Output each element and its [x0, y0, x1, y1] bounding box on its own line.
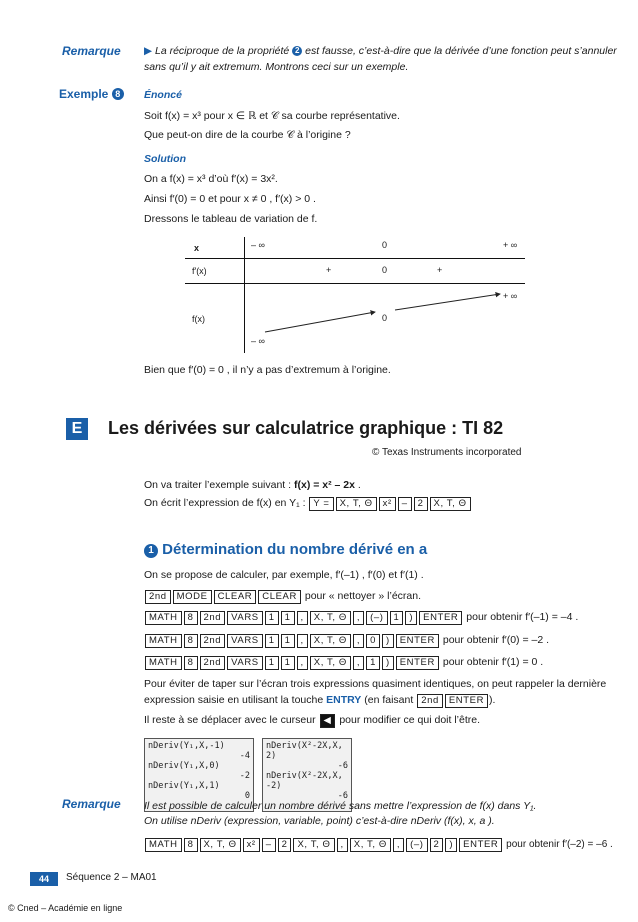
calculator-key: MATH [145, 838, 182, 852]
calculator-key: ) [405, 611, 417, 625]
calculator-key: – [262, 838, 276, 852]
calculator-key: 1 [281, 656, 295, 670]
key-sequence [144, 590, 302, 602]
calculator-key: 8 [184, 634, 198, 648]
intro-line: On écrit l’expression de f(x) en Y₁ : Y = X, T, Θ x² – 2 X, T, Θ [144, 497, 472, 511]
calculator-key: , [353, 634, 364, 648]
calculator-key: 1 [265, 611, 279, 625]
calculator-key: 1 [366, 656, 380, 670]
key-sequence [416, 694, 489, 706]
calculator-key: 1 [390, 611, 404, 625]
calculator-key: X, T, Θ [310, 611, 351, 625]
calculator-key: ENTER [419, 611, 462, 625]
calculator-key: ENTER [445, 694, 488, 708]
section-letter-badge: E [66, 418, 88, 440]
subsection-intro: On se propose de calculer, par exemple, f′(–1) , f′(0) et f′(1) . [144, 569, 424, 581]
solution-line: Ainsi f′(0) = 0 et pour x ≠ 0 , f′(x) > 0 . [144, 193, 316, 205]
calculator-key: ENTER [459, 838, 502, 852]
calculator-key: 8 [184, 611, 198, 625]
calculator-key: CLEAR [258, 590, 301, 604]
calculator-key: x² [243, 838, 260, 852]
calculator-key: 1 [281, 634, 295, 648]
calculator-key: , [393, 838, 404, 852]
screen-line: nDeriv(Y₁,X,-1) [148, 741, 225, 751]
entry-keyword: ENTRY [326, 694, 362, 706]
calculator-key: 1 [265, 634, 279, 648]
table-row-label: x [194, 243, 200, 253]
screen-result: -2 [239, 771, 250, 781]
calculator-key: 2nd [200, 634, 226, 648]
remarque-text: Il est possible de calculer un nombre dérivé sans mettre l’expression de f(x) dans Y₁. [144, 800, 537, 812]
calculator-key: X, T, Θ [310, 656, 351, 670]
calculator-key: (–) [406, 838, 427, 852]
calculator-key: 2 [414, 497, 428, 511]
calculator-key: 8 [184, 656, 198, 670]
sequence-line: MATH 8 2nd VARS 1 1 , X, T, Θ , 0 ) ENTER pour obtenir f′(0) = –2 . [144, 634, 549, 648]
table-cell: 0 [382, 265, 388, 275]
key-sequence [144, 656, 440, 668]
calculator-key: – [398, 497, 412, 511]
paragraph: expression saisie en utilisant la touche ENTRY (en faisant 2nd ENTER ). [144, 694, 496, 706]
property-ref-badge: 2 [292, 46, 302, 56]
remarque-text-2: sans qu’il y ait extremum. Montrons ceci sur un exemple. [144, 61, 409, 73]
calculator-key: MATH [145, 611, 182, 625]
increasing-arrow [265, 312, 375, 332]
calculator-key: (–) [366, 611, 387, 625]
calculator-key: ) [382, 656, 394, 670]
table-cell: – ∞ [251, 336, 265, 346]
calculator-key: MODE [173, 590, 212, 604]
sequence-line: MATH 8 2nd VARS 1 1 , X, T, Θ , (–) 1 ) ENTER pour obtenir f′(–1) = –4 . [144, 611, 578, 625]
table-cell: + ∞ [503, 240, 518, 250]
table-cell: – ∞ [251, 240, 265, 250]
calculator-key: 0 [366, 634, 380, 648]
table-row-label: f′(x) [192, 266, 207, 276]
remarque-label: Remarque [62, 797, 121, 811]
calculator-key: MATH [145, 656, 182, 670]
calculator-key: x² [379, 497, 396, 511]
calculator-key: , [297, 611, 308, 625]
calculator-key: 8 [184, 838, 198, 852]
calculator-key: VARS [227, 656, 263, 670]
calculator-key: 1 [281, 611, 295, 625]
screen-line: 2) [266, 751, 277, 761]
copyright: © Texas Instruments incorporated [372, 447, 522, 458]
subsection-number-badge: 1 [144, 544, 158, 558]
screen-result: -4 [239, 751, 250, 761]
calculator-key: 2nd [200, 656, 226, 670]
enonce-question: Que peut-on dire de la courbe 𝒞 à l’origine ? [144, 129, 351, 141]
calculator-key: , [297, 634, 308, 648]
table-cell: + [437, 265, 443, 275]
remarque-text: ▶ La réciproque de la propriété 2 est fausse, c’est-à-dire que la dérivée d’une fonction peut s’annuler [144, 45, 617, 57]
calculator-key: Y = [309, 497, 333, 511]
calculator-key: X, T, Θ [200, 838, 241, 852]
calculator-key: 2nd [417, 694, 443, 708]
solution-title: Solution [144, 153, 186, 165]
table-divider [185, 258, 525, 259]
calculator-key: ) [382, 634, 394, 648]
calculator-key: 1 [265, 656, 279, 670]
calculator-key: CLEAR [214, 590, 257, 604]
screen-line: nDeriv(X²-2X,X, [266, 771, 343, 781]
enonce-title: Énoncé [144, 89, 182, 101]
calculator-key: 2nd [145, 590, 171, 604]
sequence-line: MATH 8 2nd VARS 1 1 , X, T, Θ , 1 ) ENTER pour obtenir f′(1) = 0 . [144, 656, 543, 670]
screen-line: nDeriv(Y₁,X,0) [148, 761, 220, 771]
solution-line: Dressons le tableau de variation de f. [144, 213, 318, 225]
exemple-number-badge: 8 [112, 88, 124, 100]
key-sequence [144, 611, 463, 623]
sequence-line: MATH 8 X, T, Θ x² – 2 X, T, Θ , X, T, Θ , (–) 2 ) ENTER pour obtenir f′(–2) = –6 . [144, 838, 613, 852]
paragraph: Il reste à se déplacer avec le curseur ◀ pour modifier ce qui doit l’être. [144, 714, 480, 726]
variation-arrows [245, 284, 525, 354]
calculator-key: X, T, Θ [430, 497, 471, 511]
calculator-key: ENTER [396, 634, 439, 648]
screen-result: 0 [244, 791, 250, 801]
calculator-key: 2 [430, 838, 444, 852]
remarque-text: On utilise nDeriv (expression, variable, point) c’est-à-dire nDeriv (f(x), x, a ). [144, 815, 495, 827]
intro-line: On va traiter l’exemple suivant : f(x) = x² – 2x . [144, 479, 361, 491]
key-sequence [144, 634, 440, 646]
calculator-key: ENTER [396, 656, 439, 670]
exemple-conclusion: Bien que f′(0) = 0 , il n’y a pas d’extremum à l’origine. [144, 364, 391, 376]
section-title: Les dérivées sur calculatrice graphique : TI 82 [108, 418, 504, 438]
calculator-key: X, T, Θ [293, 838, 334, 852]
calculator-key: , [353, 656, 364, 670]
remarque-label: Remarque [62, 44, 121, 58]
calculator-key: , [297, 656, 308, 670]
page-number-badge: 44 [30, 872, 58, 886]
calculator-key: X, T, Θ [310, 634, 351, 648]
calculator-key: X, T, Θ [336, 497, 377, 511]
table-row-label: f(x) [192, 314, 205, 324]
screen-line: -2) [266, 781, 282, 791]
table-cell: 0 [382, 240, 388, 250]
table-cell: + [326, 265, 332, 275]
screen-line: nDeriv(Y₁,X,1) [148, 781, 220, 791]
calculator-key: 2 [278, 838, 292, 852]
screen-result: -6 [337, 761, 348, 771]
calculator-key: MATH [145, 634, 182, 648]
left-arrow-key-icon: ◀ [320, 714, 336, 728]
solution-line: On a f(x) = x³ d’où f′(x) = 3x². [144, 173, 278, 185]
footer-sequence: Séquence 2 – MA01 [66, 872, 157, 883]
reset-line: 2nd MODE CLEAR CLEAR pour « nettoyer » l’écran. [144, 590, 421, 604]
screen-result: -6 [337, 791, 348, 801]
arrow-icon: ▶ [144, 45, 153, 57]
calculator-key: X, T, Θ [350, 838, 391, 852]
calculator-key: VARS [227, 611, 263, 625]
paragraph: Pour éviter de taper sur l’écran trois expressions quasiment identiques, on peut rappeler la dernière [144, 678, 607, 690]
calculator-key: 2nd [200, 611, 226, 625]
calculator-key: VARS [227, 634, 263, 648]
footer-credit: © Cned – Académie en ligne [8, 903, 123, 913]
increasing-arrow [395, 294, 500, 310]
table-cell: 0 [382, 313, 388, 323]
screen-line: nDeriv(X²-2X,X, [266, 741, 343, 751]
table-cell: + ∞ [503, 291, 518, 301]
key-sequence [308, 497, 471, 509]
enonce-line: Soit f(x) = x³ pour x ∈ ℝ et 𝒞 sa courbe représentative. [144, 110, 400, 122]
calculator-key: ) [445, 838, 457, 852]
key-sequence [144, 839, 503, 850]
exemple-label: Exemple 8 [59, 87, 124, 101]
calculator-key: , [353, 611, 364, 625]
subsection-title: 1 Détermination du nombre dérivé en a [144, 541, 427, 558]
calculator-key: , [337, 838, 348, 852]
